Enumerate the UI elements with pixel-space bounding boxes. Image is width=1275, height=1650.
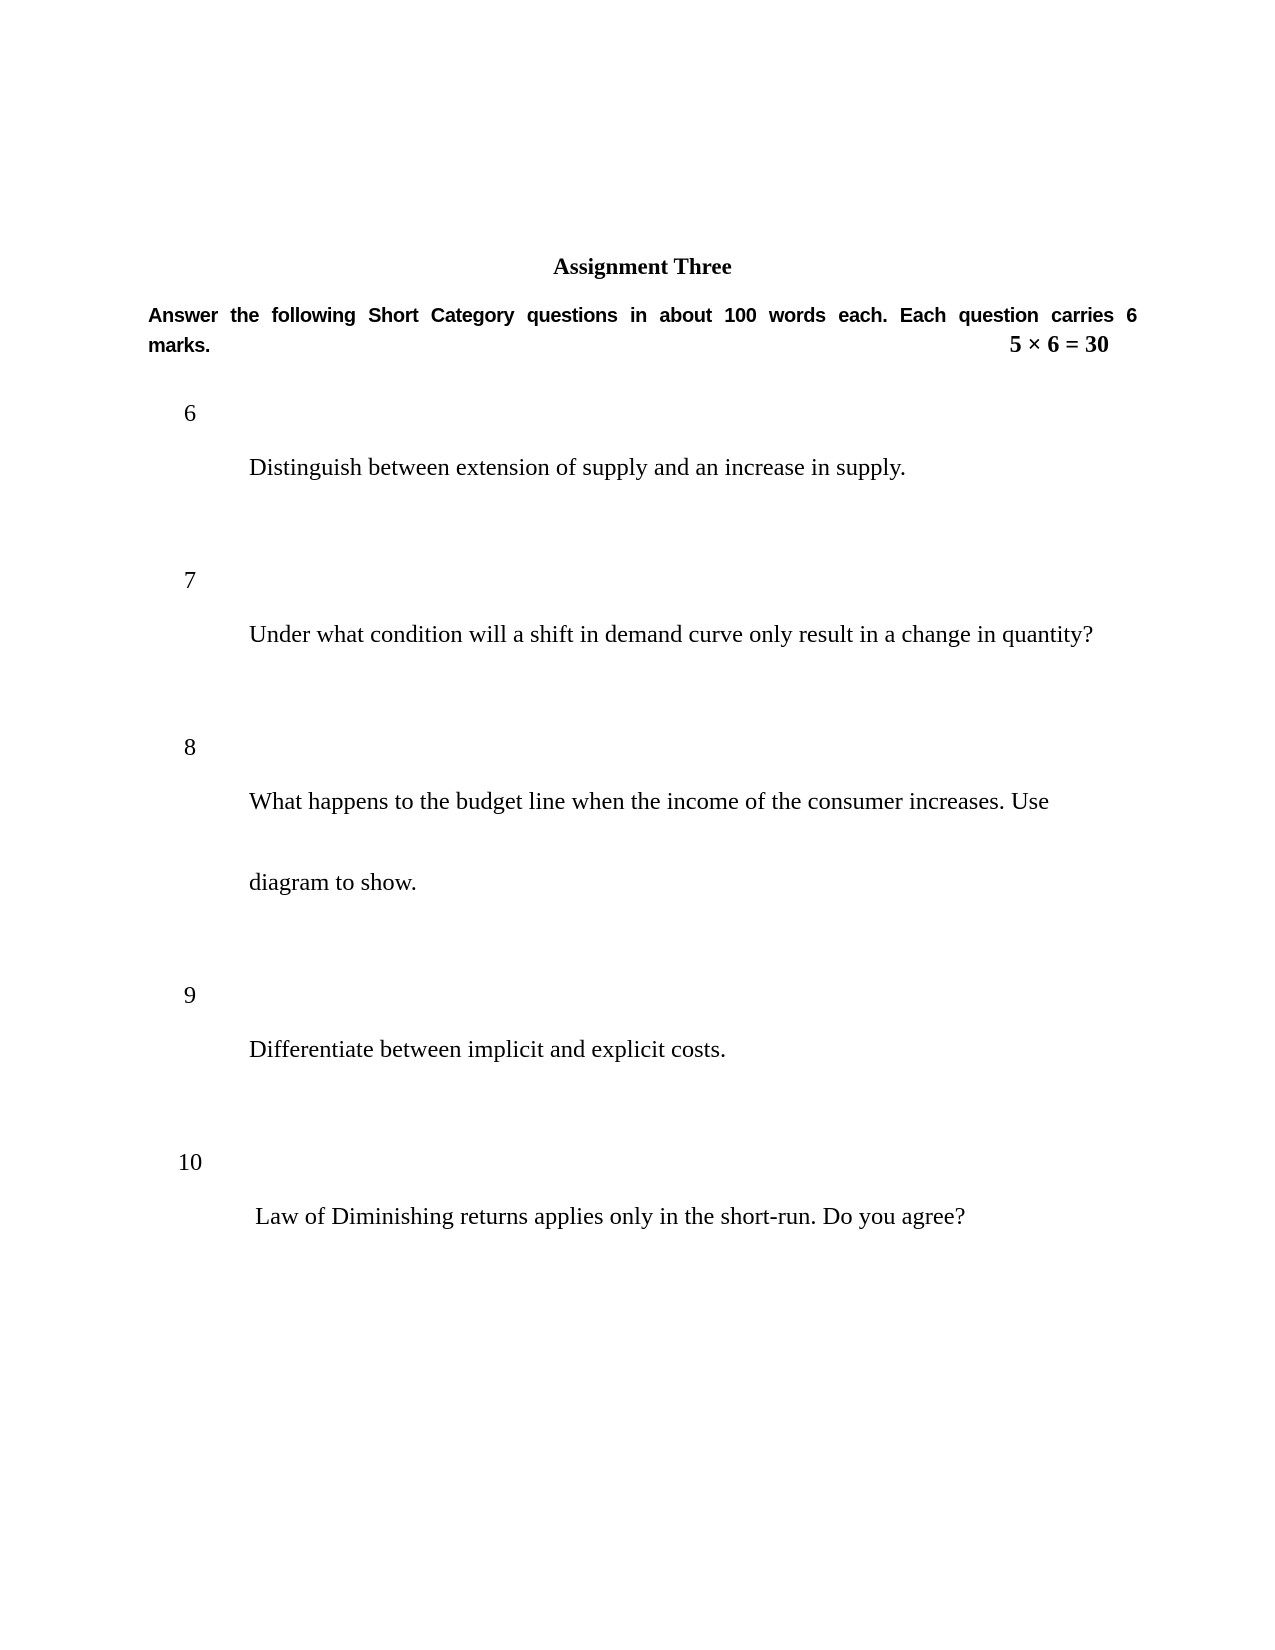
question-number: 9 — [183, 982, 197, 1009]
question-text-line: Differentiate between implicit and explicit costs. — [249, 1036, 727, 1063]
instructions-continuation: marks. — [148, 335, 211, 357]
question-number: 6 — [183, 400, 197, 427]
question-text — [249, 400, 906, 535]
instructions-continuation-row — [148, 331, 1137, 361]
question-text — [249, 982, 726, 1117]
instructions-paragraph — [148, 302, 1137, 361]
question-text-line: diagram to show. — [249, 869, 417, 896]
question-number: 7 — [183, 567, 197, 594]
question-text — [249, 734, 1049, 950]
question-text-line: Distinguish between extension of supply and an increase in supply. — [249, 454, 907, 481]
question-row — [148, 400, 1137, 535]
question-text-line: Law of Diminishing returns applies only in the short-run. Do you agree? — [249, 1203, 966, 1230]
question-text — [249, 1149, 965, 1284]
question-row — [148, 1149, 1137, 1284]
question-row — [148, 982, 1137, 1117]
marks-formula: 5 × 6 = 30 — [1009, 332, 1109, 358]
question-text-line: Under what condition will a shift in demand curve only result in a change in quantity? — [249, 621, 1094, 648]
question-list — [148, 400, 1137, 1284]
question-number: 8 — [183, 734, 197, 761]
question-text-line: What happens to the budget line when the income of the consumer increases. Use — [249, 788, 1050, 815]
question-row — [148, 567, 1137, 702]
question-row — [148, 734, 1137, 950]
question-text — [249, 567, 1093, 702]
question-number: 10 — [177, 1149, 203, 1176]
instructions-line: Answer the following Short Category questions in about 100 words each. Each question carries 6 — [148, 305, 1137, 327]
assignment-title: Assignment Three — [553, 254, 732, 279]
